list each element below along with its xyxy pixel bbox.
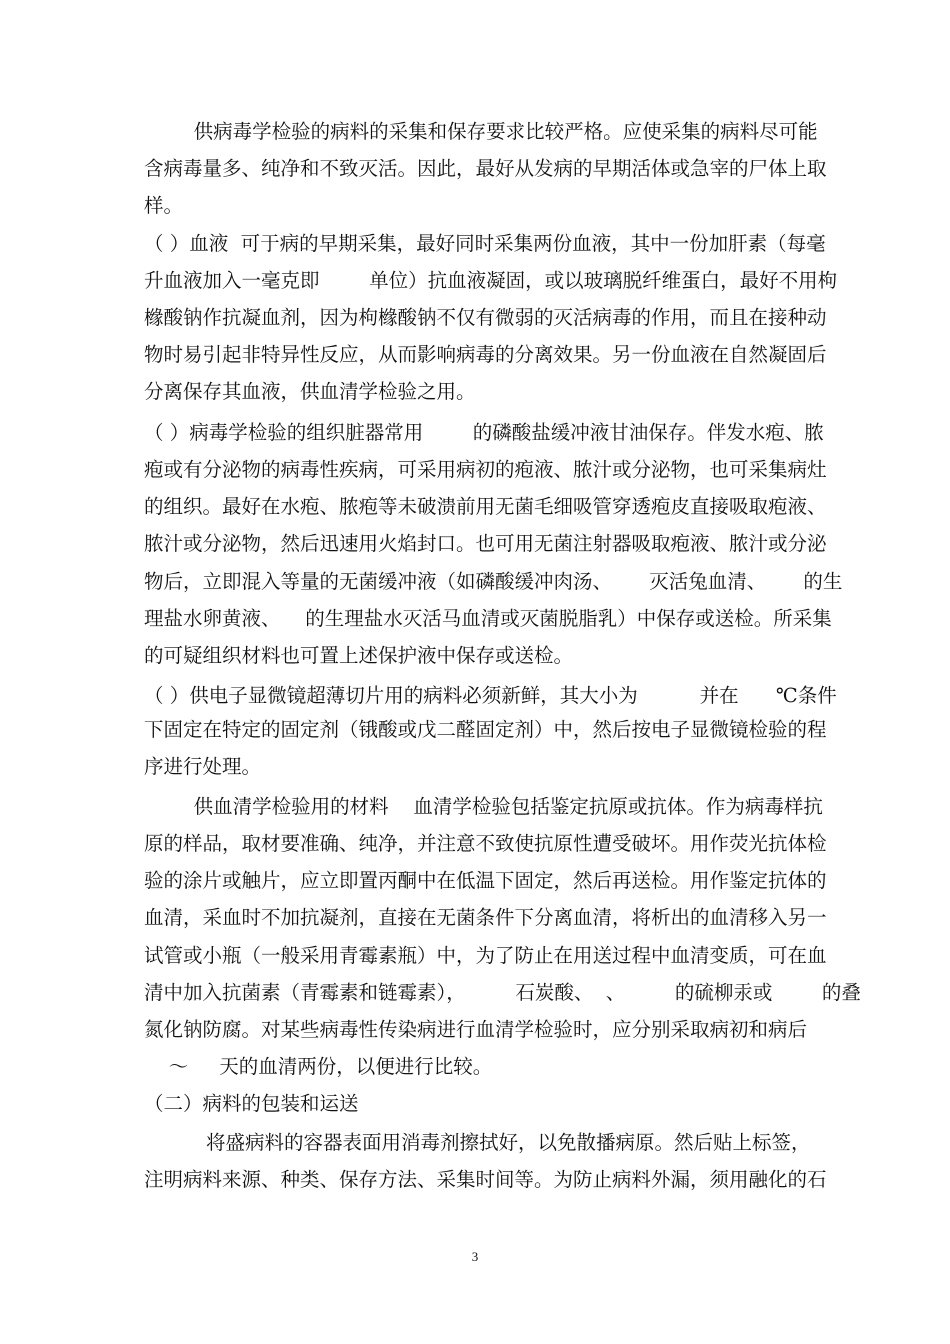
text-line: （ ）病毒学检验的组织脏器常用 的磷酸盐缓冲液甘油保存。伴发水疱、脓 [144, 421, 824, 444]
text-line: 物时易引起非特异性反应，从而影响病毒的分离效果。另一份血液在自然凝固后 [144, 343, 827, 366]
text-line: 橼酸钠作抗凝血剂，因为枸橼酸钠不仅有微弱的灭活病毒的作用，而且在接种动 [144, 306, 827, 329]
text-line: 含病毒量多、纯净和不致灭活。因此，最好从发病的早期活体或急宰的尸体上取 [144, 157, 827, 180]
text-line: （ ）供电子显微镜超薄切片用的病料必须新鲜，其大小为 并在 ℃条件 [144, 684, 837, 707]
text-line: 将盛病料的容器表面用消毒剂擦拭好，以免散播病原。然后贴上标签， [144, 1131, 811, 1154]
text-line: 样。 [144, 194, 184, 217]
page-number: 3 [471, 1249, 479, 1264]
text-line: 升血液加入一毫克即 单位）抗血液凝固，或以玻璃脱纤维蛋白，最好不用枸 [144, 269, 838, 292]
text-line: 供血清学检验用的材料 血清学检验包括鉴定抗原或抗体。作为病毒样抗 [144, 795, 823, 818]
text-line: 的可疑组织材料也可置上述保护液中保存或送检。 [144, 644, 574, 667]
text-line: （ ）血液 可于病的早期采集，最好同时采集两份血液，其中一份加肝素（每毫 [144, 232, 826, 255]
text-line: 分离保存其血液，供血清学检验之用。 [144, 380, 476, 403]
text-line: 疱或有分泌物的病毒性疾病，可采用病初的疱液、脓汁或分泌物，也可采集病灶 [144, 458, 827, 481]
text-line: 供病毒学检验的病料的采集和保存要求比较严格。应使采集的病料尽可能 [144, 120, 818, 143]
text-line: 脓汁或分泌物，然后迅速用火焰封口。也可用无菌注射器吸取疱液、脓汁或分泌 [144, 532, 827, 555]
text-line: 序进行处理。 [144, 755, 262, 778]
text-line: 的组织。最好在水疱、脓疱等未破溃前用无菌毛细吸管穿透疱皮直接吸取疱液、 [144, 495, 827, 518]
text-line: 氮化钠防腐。对某些病毒性传染病进行血清学检验时，应分别采取病初和病后 [144, 1018, 808, 1041]
text-line: 清中加入抗菌素（青霉素和链霉素）， 石炭酸、 、 的硫柳汞或 的叠 [144, 981, 861, 1004]
section-heading: （二）病料的包装和运送 [144, 1092, 359, 1115]
text-line: 下固定在特定的固定剂（锇酸或戊二醛固定剂）中，然后按电子显微镜检验的程 [144, 718, 827, 741]
text-line: 验的涂片或触片，应立即置丙酮中在低温下固定，然后再送检。用作鉴定抗体的 [144, 869, 827, 892]
text-line: 理盐水卵黄液、 的生理盐水灭活马血清或灭菌脱脂乳）中保存或送检。所采集 [144, 607, 832, 630]
text-line: 物后，立即混入等量的无菌缓冲液（如磷酸缓冲肉汤、 灭活兔血清、 的生 [144, 570, 843, 593]
text-line: ～ 天的血清两份，以便进行比较。 [144, 1055, 493, 1078]
text-line: 血清，采血时不加抗凝剂，直接在无菌条件下分离血清，将析出的血清移入另一 [144, 906, 827, 929]
text-line: 试管或小瓶（一般采用青霉素瓶）中，为了防止在用送过程中血清变质，可在血 [144, 944, 827, 967]
text-line: 原的样品，取材要准确、纯净，并注意不致使抗原性遭受破坏。用作荧光抗体检 [144, 832, 827, 855]
text-line: 注明病料来源、种类、保存方法、采集时间等。为防止病料外漏，须用融化的石 [144, 1168, 827, 1191]
